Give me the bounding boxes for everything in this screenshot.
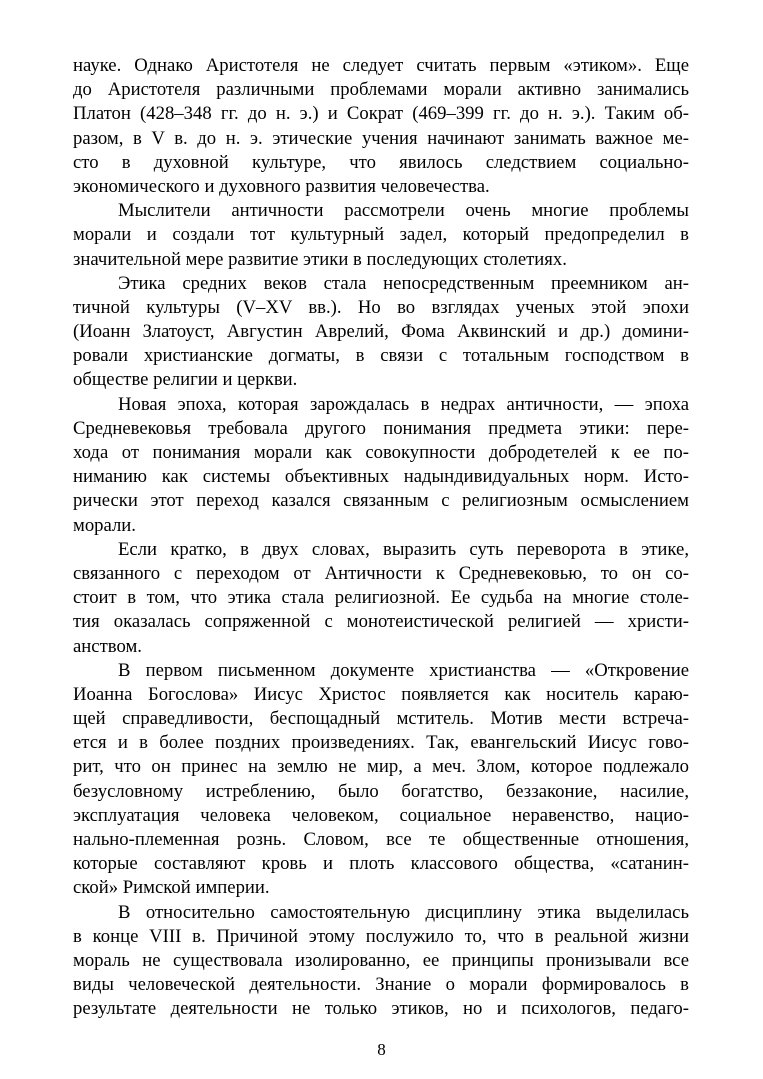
paragraph <box>73 659 689 901</box>
text-line: морали и создали тот культурный задел, который предопределил в <box>73 224 689 246</box>
text-line: стоит в том, что этика стала религиозной. Ее судьба на многие столе- <box>73 587 689 609</box>
paragraph <box>73 393 689 538</box>
text-line: науке. Однако Аристотеля не следует считать первым «этиком». Еще <box>73 55 689 76</box>
text-line: результате деятельности не только этиков, но и психологов, педаго- <box>73 998 689 1020</box>
text-line: разом, в V в. до н. э. этические учения начинают занимать важное ме- <box>73 127 689 149</box>
text-line: Этика средних веков стала непосредственным преемником ан- <box>118 272 689 294</box>
text-line: экономического и духовного развития человечества. <box>73 175 490 197</box>
text-line: мораль не существовала изолированно, ее принципы пронизывали все <box>73 949 689 971</box>
text-line: в конце VIII в. Причиной этому послужило то, что в реальной жизни <box>73 925 689 947</box>
text-line: Иоанна Богослова» Иисус Христос появляется как носитель караю- <box>73 683 689 705</box>
text-line: Если кратко, в двух словах, выразить суть переворота в этике, <box>118 538 689 560</box>
text-line: ровали христианские догматы, в связи с тотальным господством в <box>73 345 689 367</box>
text-line: которые составляют кровь и плоть классового общества, «сатанин- <box>73 853 689 875</box>
text-line: обществе религии и церкви. <box>73 369 298 391</box>
text-line: тичной культуры (V–XV вв.). Но во взглядах ученых этой эпохи <box>73 296 689 318</box>
text-line: В относительно самостоятельную дисциплину этика выделилась <box>118 901 689 923</box>
text-line: эксплуатация человека человеком, социальное неравенство, нацио- <box>73 804 689 826</box>
text-line: тия оказалась сопряженной с монотеистической религией — христи- <box>73 611 689 633</box>
paragraph <box>73 901 689 1022</box>
text-line: анством. <box>73 635 142 657</box>
text-line: Платон (428–348 гг. до н. э.) и Сократ (469–399 гг. до н. э.). Таким об- <box>73 103 689 125</box>
text-line: значительной мере развитие этики в последующих столетиях. <box>73 248 567 270</box>
text-line: В первом письменном документе христианства — «Откровение <box>118 659 689 681</box>
text-line: виды человеческой деятельности. Знание о морали формировалось в <box>73 974 689 996</box>
text-line: безусловному истреблению, было богатство, беззаконие, насилие, <box>73 780 689 802</box>
text-line: ской» Римской империи. <box>73 877 270 899</box>
text-line: нально-племенная рознь. Словом, все те общественные отношения, <box>73 829 689 850</box>
text-line: ется и в более поздних произведениях. Так, евангельский Иисус гово- <box>73 732 689 754</box>
text-line: (Иоанн Златоуст, Августин Аврелий, Фома Аквинский и др.) домини- <box>73 321 689 343</box>
paragraph <box>73 272 689 393</box>
text-line: хода от понимания морали как совокупности добродетелей к ее по- <box>73 442 689 463</box>
text-line: рит, что он принес на землю не мир, а меч. Злом, которое подлежало <box>73 756 689 778</box>
page-number: 8 <box>377 1040 386 1059</box>
text-line: ниманию как системы объективных надындивидуальных норм. Исто- <box>73 466 689 488</box>
text-body <box>73 54 689 1022</box>
text-line: Мыслители античности рассмотрели очень многие проблемы <box>118 200 689 222</box>
paragraph <box>73 538 689 659</box>
text-line: рически этот переход казался связанным с религиозным осмыслением <box>73 490 689 512</box>
text-line: щей справедливости, беспощадный мститель. Мотив мести встреча- <box>73 708 689 730</box>
text-line: морали. <box>73 514 136 536</box>
text-line: до Аристотеля различными проблемами морали активно занимались <box>73 79 689 101</box>
paragraph <box>73 54 689 199</box>
text-line: Средневековья требовала другого понимания предмета этики: пере- <box>73 417 689 439</box>
paragraph <box>73 199 689 272</box>
text-line: связанного с переходом от Античности к Средневековью, то он со- <box>73 562 689 584</box>
text-line: Новая эпоха, которая зарождалась в недрах античности, — эпоха <box>118 393 689 415</box>
text-line: сто в духовной культуре, что явилось следствием социально- <box>73 151 689 173</box>
